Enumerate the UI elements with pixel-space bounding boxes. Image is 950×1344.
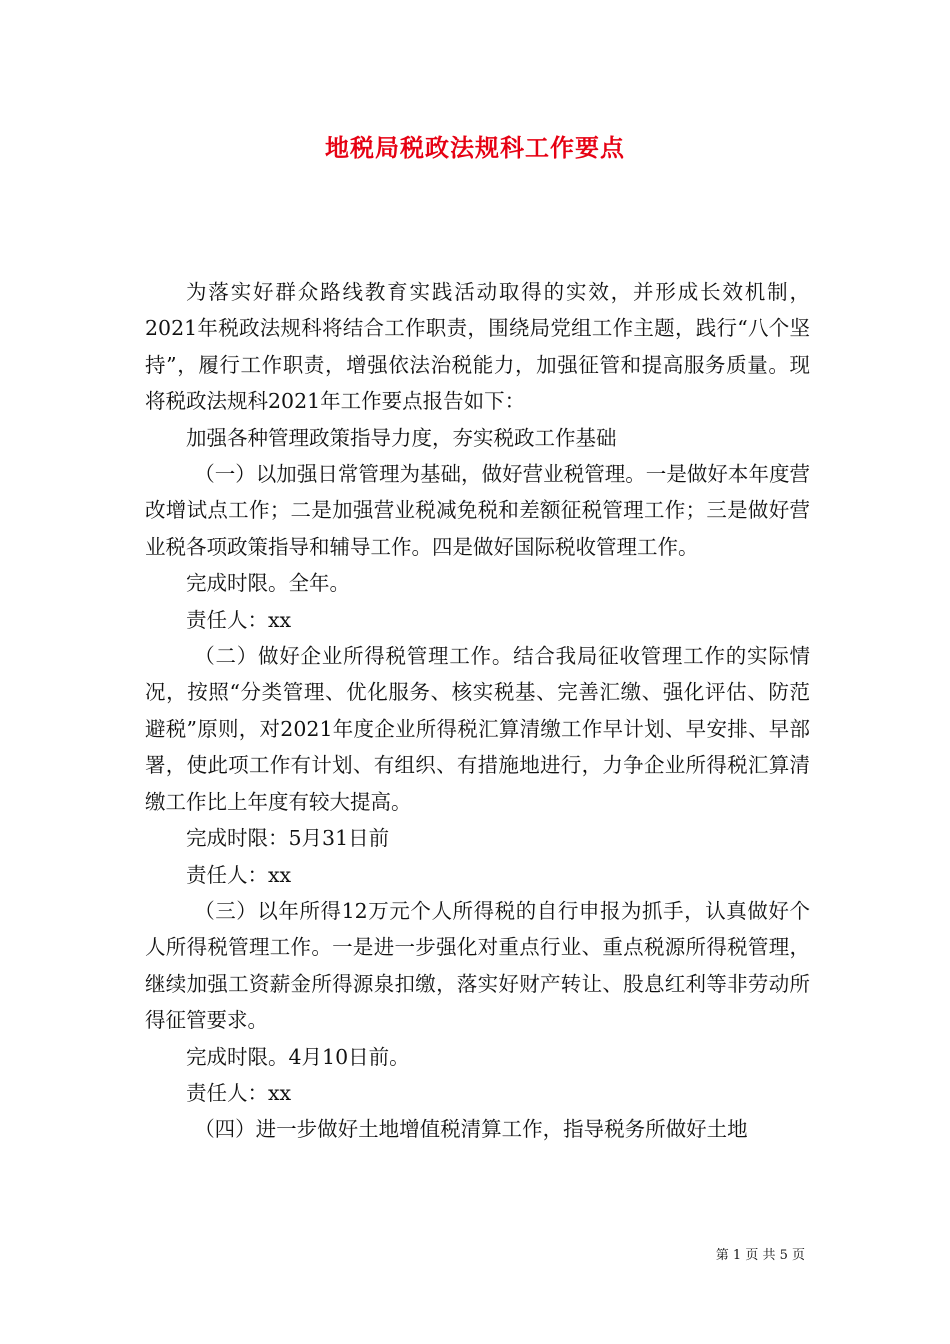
responsible-3: 责任人：xx xyxy=(186,1080,292,1105)
responsible-2: 责任人：xx xyxy=(186,862,292,887)
paragraph-intro: 为落实好群众路线教育实践活动取得的实效，并形成长效机制，2021年税政法规科将结合工作职责，围绕局党组工作主题，践行“八个坚持”，履行工作职责，增强依法治税能力，加强征管和提高服务质量。现将税政法规科2021年工作要点报告如下： xyxy=(145,280,810,414)
deadline-1: 完成时限。全年。 xyxy=(186,571,350,596)
paragraph-item-3: （三）以年所得12万元个人所得税的自行申报为抓手，认真做好个人所得税管理工作。一是进一步强化对重点行业、重点税源所得税管理，继续加强工资薪金所得源泉扣缴，落实好财产转让、股息红利等非劳动所得征管要求。 xyxy=(145,898,810,1033)
document-title: 地税局税政法规科工作要点 xyxy=(325,133,625,162)
paragraph-item-1: （一）以加强日常管理为基础，做好营业税管理。一是做好本年度营改增试点工作；二是加强营业税减免税和差额征税管理工作；三是做好营业税各项政策指导和辅导工作。四是做好国际税收管理工作。 xyxy=(145,462,810,559)
deadline-2: 完成时限：5月31日前 xyxy=(186,826,390,851)
page-number: 第 1 页 共 5 页 xyxy=(715,1248,805,1263)
section-heading: 加强各种管理政策指导力度，夯实税政工作基础 xyxy=(186,425,617,450)
deadline-3: 完成时限。4月10日前。 xyxy=(186,1044,410,1069)
document-body xyxy=(145,274,810,1148)
paragraph-item-2: （二）做好企业所得税管理工作。结合我局征收管理工作的实际情况，按照“分类管理、优化服务、核实税基、完善汇缴、强化评估、防范避税”原则，对2021年度企业所得税汇算清缴工作早计划、早安排、早部署，使此项工作有计划、有组织、有措施地进行，力争企业所得税汇算清缴工作比上年度有较大提高。 xyxy=(145,644,810,814)
paragraph-item-4: （四）进一步做好土地增值税清算工作，指导税务所做好土地 xyxy=(194,1117,748,1142)
responsible-1: 责任人：xx xyxy=(186,607,292,632)
